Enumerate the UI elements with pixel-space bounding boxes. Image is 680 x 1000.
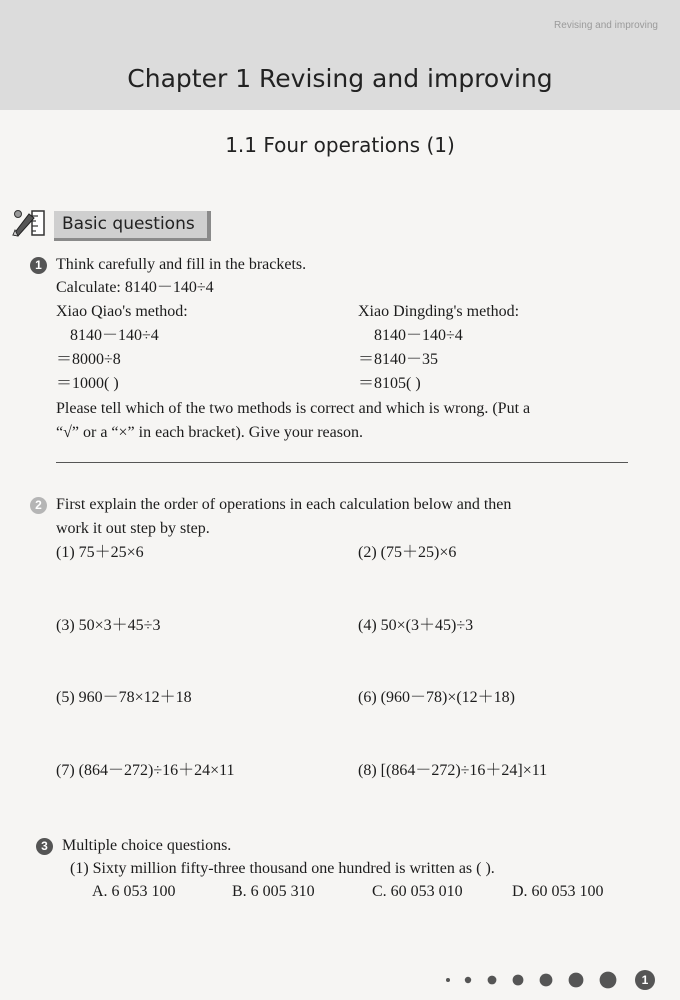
q2-item-4: (4) 50×(3＋45)÷3 [358,617,474,634]
question-3-number: 3 [36,838,53,855]
q2-item-5: (5) 960－78×12＋18 [56,689,192,706]
q1-instruction-2: “√” or a “×” in each bracket). Give your reason. [56,424,363,441]
q3-sub-1: (1) Sixty million fifty-three thousand one hundred is written as ( ). [70,860,495,877]
xd-line-1: 8140－140÷4 [374,327,463,344]
xq-line-1: 8140－140÷4 [70,327,159,344]
q2-item-7: (7) (864－272)÷16＋24×11 [56,762,235,779]
q2-item-6: (6) (960－78)×(12＋18) [358,689,515,706]
xq-line-2: ＝8000÷8 [56,351,121,368]
header-band [0,0,680,110]
option-c: C. 60 053 010 [372,883,463,900]
running-head: Revising and improving [554,20,658,31]
q3-title: Multiple choice questions. [62,837,232,854]
section-title: 1.1 Four operations (1) [225,133,455,157]
pencil-ruler-icon [10,207,50,239]
q2-item-1: (1) 75＋25×6 [56,544,144,561]
q1-prompt: Think carefully and fill in the brackets. [56,256,307,273]
q2-item-8: (8) [(864－272)÷16＋24]×11 [358,762,548,779]
chapter-title: Chapter 1 Revising and improving [127,64,553,93]
option-a: A. 6 053 100 [92,883,176,900]
xd-line-3: ＝8105( ) [358,375,421,392]
option-b: B. 6 005 310 [232,883,315,900]
basic-questions-label: Basic questions [54,211,211,241]
question-1-number: 1 [30,257,47,274]
q1-calc: Calculate: 8140－140÷4 [56,279,214,296]
q2-line-2: work it out step by step. [56,520,210,537]
q2-line-1: First explain the order of operations in each calculation below and then [56,496,512,513]
xq-line-3: ＝1000( ) [56,375,119,392]
q2-item-2: (2) (75＋25)×6 [358,544,457,561]
option-d: D. 60 053 100 [512,883,604,900]
question-2-number: 2 [30,497,47,514]
xiao-qiao-label: Xiao Qiao's method: [56,303,188,320]
q1-answer-line [56,462,628,463]
xd-line-2: ＝8140－35 [358,351,439,368]
q1-instruction-1: Please tell which of the two methods is correct and which is wrong. (Put a [56,400,531,417]
page-number: 1 [641,973,649,987]
xiao-dingding-label: Xiao Dingding's method: [358,303,520,320]
q2-item-3: (3) 50×3＋45÷3 [56,617,161,634]
